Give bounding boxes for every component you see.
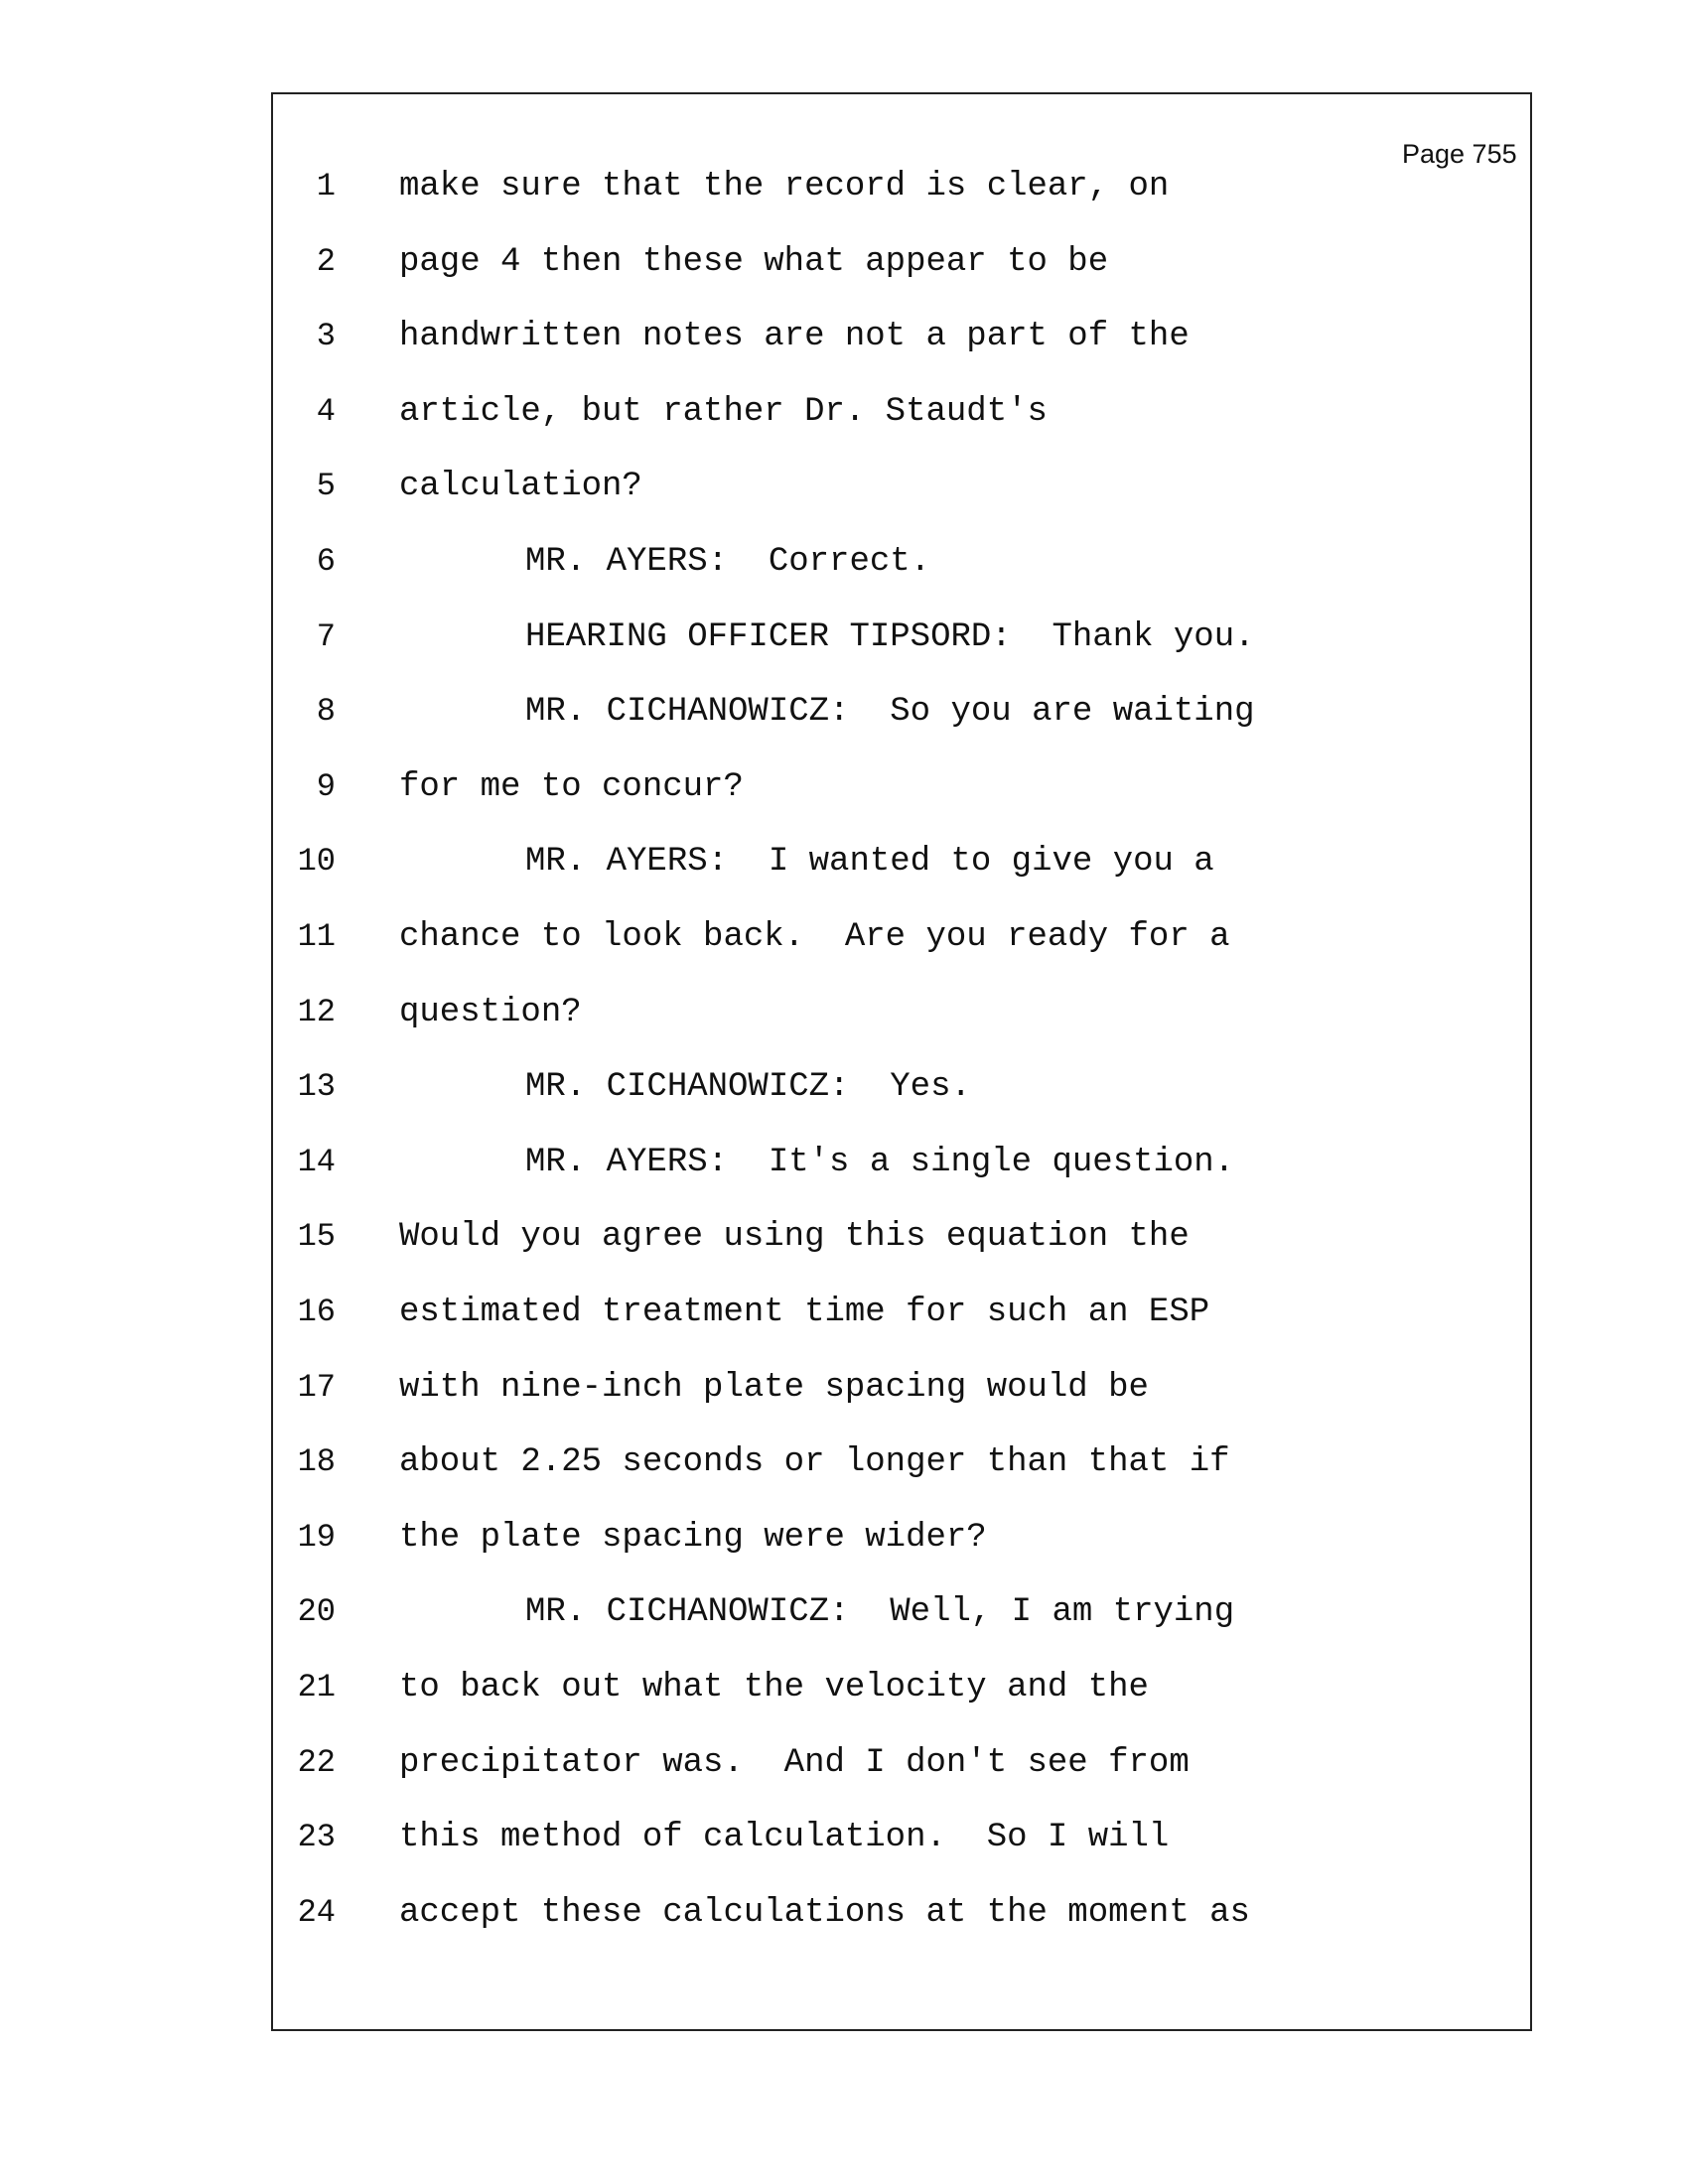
line-text: question?	[399, 993, 582, 1031]
transcript-line	[0, 1057, 1684, 1117]
line-text: about 2.25 seconds or longer than that if	[399, 1443, 1230, 1482]
line-number: 9	[316, 767, 336, 805]
line-text: to back out what the velocity and the	[399, 1669, 1149, 1706]
line-number: 20	[297, 1593, 336, 1631]
line-number: 1	[316, 168, 336, 205]
transcript-line	[0, 532, 1684, 592]
transcript-line	[0, 983, 1684, 1042]
line-number: 11	[297, 918, 336, 955]
line-number: 15	[297, 1218, 336, 1256]
line-number: 17	[297, 1368, 336, 1406]
line-number: 6	[316, 543, 336, 580]
line-text: this method of calculation. So I will	[399, 1819, 1170, 1857]
transcript-line	[0, 907, 1684, 967]
line-number: 16	[297, 1294, 336, 1330]
line-number: 22	[297, 1743, 336, 1781]
page-number: Page 755	[1402, 139, 1517, 169]
transcript-line	[0, 1433, 1684, 1492]
transcript-line	[0, 1808, 1684, 1867]
line-text: estimated treatment time for such an ESP	[399, 1294, 1210, 1331]
transcript-line	[0, 1283, 1684, 1342]
transcript-line	[0, 608, 1684, 667]
line-text: MR. CICHANOWICZ: Well, I am trying	[525, 1593, 1235, 1632]
transcript-line	[0, 1358, 1684, 1418]
line-text: page 4 then these what appear to be	[399, 242, 1109, 281]
line-number: 21	[297, 1669, 336, 1706]
line-text: MR. CICHANOWICZ: Yes.	[525, 1068, 971, 1107]
line-text: with nine-inch plate spacing would be	[399, 1368, 1149, 1407]
transcript-line	[0, 682, 1684, 742]
line-text: MR. AYERS: Correct.	[525, 543, 931, 581]
line-number: 5	[316, 468, 336, 505]
transcript-line	[0, 457, 1684, 516]
line-text: calculation?	[399, 468, 642, 506]
line-text: for me to concur?	[399, 767, 744, 806]
line-text: article, but rather Dr. Staudt's	[399, 392, 1048, 431]
line-text: precipitator was. And I don't see from	[399, 1743, 1190, 1782]
line-text: MR. AYERS: I wanted to give you a	[525, 843, 1214, 882]
line-text: handwritten notes are not a part of the	[399, 318, 1190, 356]
line-number: 14	[297, 1143, 336, 1180]
transcript-line	[0, 1883, 1684, 1943]
line-number: 8	[316, 693, 336, 731]
line-number: 19	[297, 1518, 336, 1556]
line-text: the plate spacing were wider?	[399, 1518, 987, 1557]
line-text: make sure that the record is clear, on	[399, 168, 1170, 205]
transcript-line	[0, 757, 1684, 817]
transcript-line	[0, 1582, 1684, 1642]
line-number: 10	[297, 843, 336, 881]
line-number: 12	[297, 993, 336, 1030]
transcript-line	[0, 1133, 1684, 1192]
line-number: 4	[316, 392, 336, 430]
transcript-line	[0, 382, 1684, 442]
line-number: 18	[297, 1443, 336, 1481]
transcript-line	[0, 1658, 1684, 1717]
line-text: chance to look back. Are you ready for a	[399, 918, 1230, 956]
line-text: Would you agree using this equation the	[399, 1218, 1190, 1257]
line-text: HEARING OFFICER TIPSORD: Thank you.	[525, 617, 1255, 656]
transcript-line	[0, 157, 1684, 216]
line-text: MR. AYERS: It's a single question.	[525, 1143, 1235, 1181]
line-number: 23	[297, 1819, 336, 1856]
line-number: 24	[297, 1893, 336, 1931]
line-number: 3	[316, 318, 336, 355]
line-number: 13	[297, 1068, 336, 1106]
transcript-line	[0, 307, 1684, 366]
transcript-line	[0, 1733, 1684, 1793]
line-text: accept these calculations at the moment as	[399, 1893, 1250, 1932]
line-number: 7	[316, 617, 336, 655]
transcript-line	[0, 1508, 1684, 1568]
line-text: MR. CICHANOWICZ: So you are waiting	[525, 693, 1255, 732]
transcript-line	[0, 832, 1684, 891]
transcript-line	[0, 1207, 1684, 1267]
transcript-line	[0, 232, 1684, 292]
line-number: 2	[316, 242, 336, 280]
